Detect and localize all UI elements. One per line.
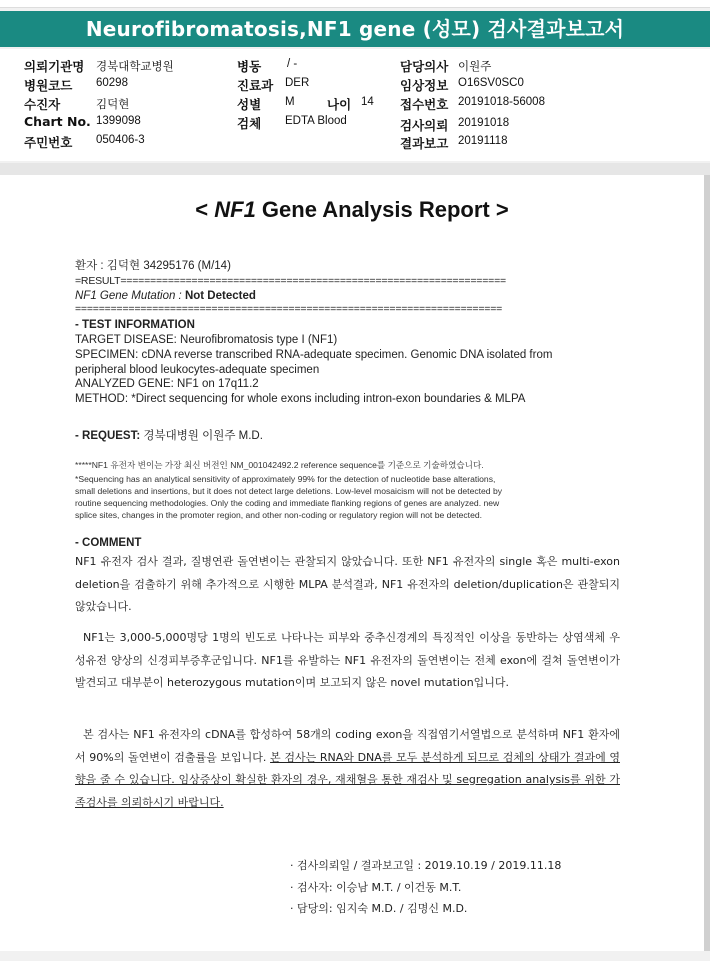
resident-no-value: 050406-3 <box>96 134 145 146</box>
report-title: < NF1 Gene Analysis Report > <box>195 197 509 222</box>
patient-name-value: 김덕현 <box>96 99 130 111</box>
note-line-4: routine sequencing methodologies. Only the coding and immediate flanking regions of genes are analyzed. new <box>75 498 500 508</box>
target-disease: TARGET DISEASE: Neurofibromatosis type I (NF1) <box>75 334 338 346</box>
specimen-label: 검체 <box>237 116 262 131</box>
patient-line: 환자 : 김덕현 34295176 (M/14) <box>75 260 231 272</box>
specimen-line-1: SPECIMEN: cDNA reverse transcribed RNA-adequate specimen. Genomic DNA isolated from <box>75 349 553 361</box>
hospital-code-value: 60298 <box>96 77 128 89</box>
signature-physicians: · 담당의: 임지숙 M.D. / 김명신 M.D. <box>290 902 468 915</box>
note-line-2: *Sequencing has an analytical sensitivity of approximately 99% for the detection of nucleotide base alterations, <box>75 474 496 484</box>
department-value: DER <box>285 77 310 89</box>
mutation-result-value: Not Detected <box>184 290 256 302</box>
report-title-gene: NF1 <box>214 197 256 222</box>
result-divider: =RESULT================================================================= <box>75 275 506 287</box>
institution-value: 경북대학교병원 <box>96 61 174 73</box>
age-value: 14 <box>361 96 374 108</box>
clinical-info-label: 임상정보 <box>400 78 449 93</box>
patient-name-label: 수진자 <box>24 97 61 112</box>
chart-no-value: 1399098 <box>96 115 141 127</box>
method: METHOD: *Direct sequencing for whole exons including intron-exon boundaries & MLPA <box>75 393 526 405</box>
request-date-label: 검사의뢰 <box>400 118 449 133</box>
physician-label: 담당의사 <box>400 59 449 74</box>
report-date-value: 20191118 <box>458 135 508 147</box>
sex-label: 성별 <box>237 97 262 112</box>
scrollbar[interactable] <box>704 175 710 951</box>
note-line-5: splice sites, changes in the promoter region, and other non-coding or regulatory region will not be detected. <box>75 510 483 520</box>
signature-dates: · 검사의뢰일 / 결과보고일 : 2019.10.19 / 2019.11.18 <box>290 859 562 872</box>
specimen-value: EDTA Blood <box>285 115 347 127</box>
report-header-title: Neurofibromatosis,NF1 gene (성모) 검사결과보고서 <box>0 11 710 47</box>
test-info-heading: - TEST INFORMATION <box>75 319 195 331</box>
comment-paragraph-1: NF1 유전자 검사 결과, 질병연관 돌연변이는 관찰되지 않았습니다. 또한 NF1 유전자의 single 혹은 multi-exon deletion을 검출하기 위해 추가적으로 시행한 MLPA 분석결과, NF1 유전자의 deletion/duplication은 관찰되지 않았습니다. <box>75 555 620 613</box>
note-line-3: small deletions and insertions, but it does not detect large deletions. Low-level mosaicism will not be detected by <box>75 486 503 496</box>
hospital-code-label: 병원코드 <box>24 78 73 93</box>
resident-no-label: 주민번호 <box>24 135 73 150</box>
comment-heading: - COMMENT <box>75 537 142 549</box>
sex-value: M <box>285 96 295 108</box>
top-rule <box>0 0 710 8</box>
ward-value: / - <box>287 58 298 70</box>
age-label: 나이 <box>327 97 352 112</box>
request-line: - REQUEST: 경북대병원 이원주 M.D. <box>75 430 263 442</box>
comment-paragraph-3: 본 검사는 NF1 유전자의 cDNA를 합성하여 58개의 coding exon을 직접염기서열법으로 분석하며 NF1 환자에서 90%의 돌연변이 검출률을 보입니다. 본 검사는 RNA와 DNA를 모두 분석하게 되므로 검체의 상태가 결과에 영향을 줄 수 있습니다. 임상증상이 확실한 환자의 경우, 재채혈을 통한 재검사 및 segregation analysis를 위한 가족검사를 의뢰하시기 바랍니다. <box>75 728 620 809</box>
note-line-1: *****NF1 유전자 변이는 가장 최신 버전인 NM_001042492.2 reference sequence를 기준으로 기술하였습니다. <box>75 460 484 470</box>
request-value: 경북대병원 이원주 M.D. <box>143 430 263 442</box>
clinical-info-value: O16SV0SC0 <box>458 77 524 89</box>
chart-no-label: Chart No. <box>24 114 91 129</box>
physician-value: 이원주 <box>458 61 492 73</box>
comment-underlined-text: 본 검사는 RNA와 DNA를 모두 분석하게 되므로 검체의 상태가 결과에 영향을 줄 수 있습니다. 임상증상이 확실한 환자의 경우, 재채혈을 통한 재검사 및 segregation analysis를 위한 가족검사를 의뢰하시기 바랍니다. <box>75 750 620 809</box>
patient-info-panel <box>0 49 710 161</box>
institution-label: 의뢰기관명 <box>24 59 85 74</box>
report-date-label: 결과보고 <box>400 136 449 151</box>
signature-examiners: · 검사자: 이승남 M.T. / 이건동 M.T. <box>290 881 462 894</box>
ward-label: 병동 <box>237 59 262 74</box>
equals-divider: ======================================================================== <box>75 303 503 315</box>
comment-paragraph-2: NF1는 3,000-5,000명당 1명의 빈도로 나타나는 피부와 중추신경계의 특징적인 이상을 동반하는 상염색체 우성유전 양상의 신경피부증후군입니다. NF1를 유발하는 NF1 유전자의 돌연변이는 전체 exon에 걸쳐 돌연변이가 발견되고 대부분이 heterozygous mutation이며 보고되지 않은 novel mutation입니다. <box>75 631 620 689</box>
section-separator <box>0 163 710 175</box>
analyzed-gene: ANALYZED GENE: NF1 on 17q11.2 <box>75 378 259 390</box>
specimen-line-2: peripheral blood leukocytes-adequate specimen <box>75 364 320 376</box>
mutation-result: NF1 Gene Mutation : Not Detected <box>75 290 256 302</box>
receipt-no-value: 20191018-56008 <box>458 96 545 108</box>
receipt-no-label: 접수번호 <box>400 97 449 112</box>
request-date-value: 20191018 <box>458 117 510 129</box>
department-label: 진료과 <box>237 78 274 93</box>
